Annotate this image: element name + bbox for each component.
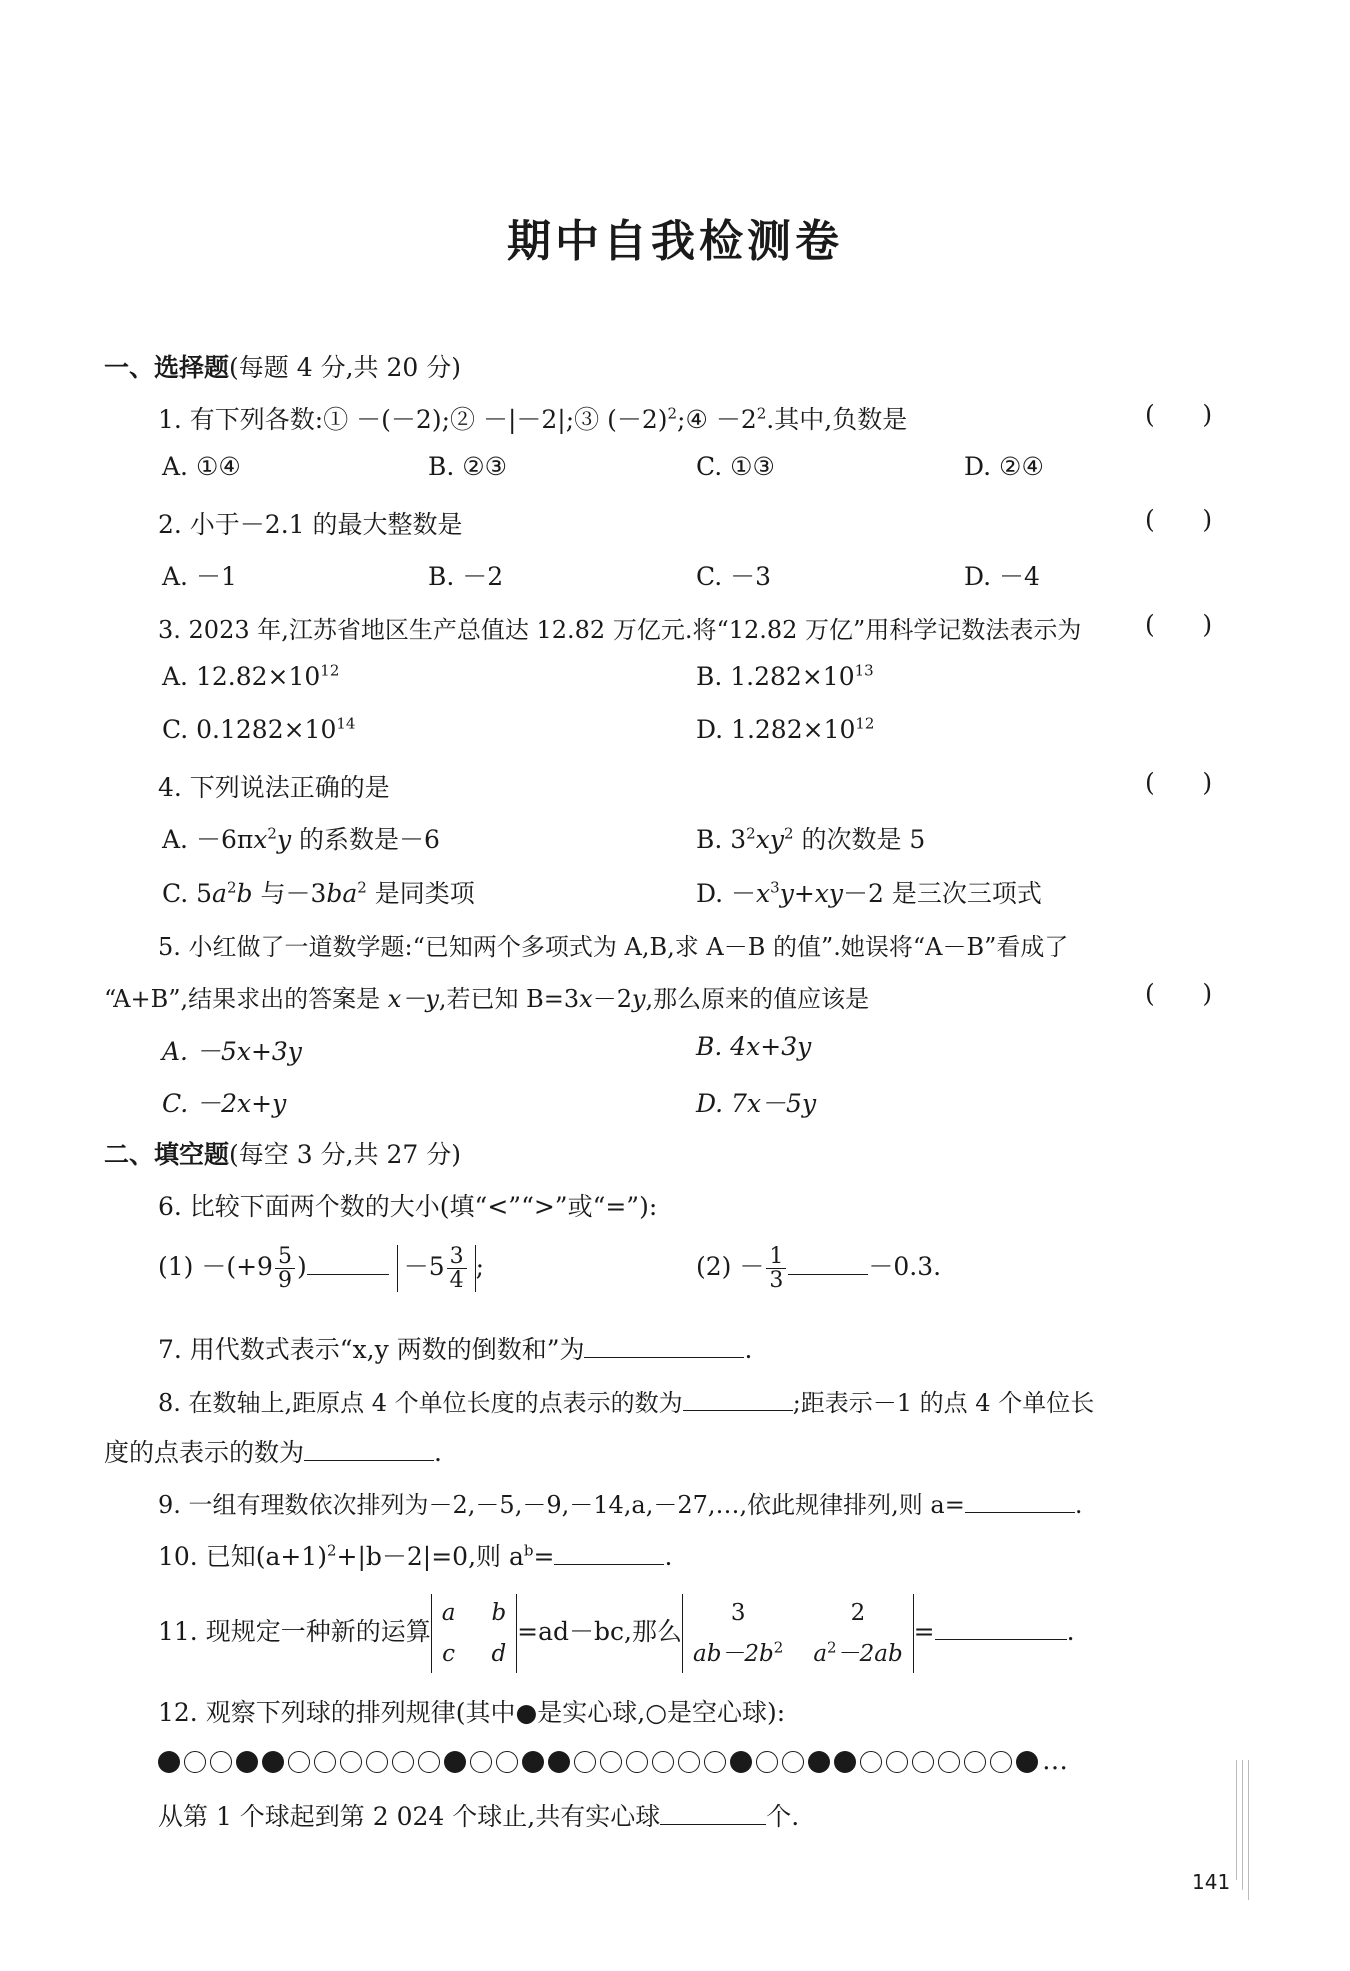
q4-d1: D. － (696, 879, 757, 908)
q4-c-sup2: 2 (357, 878, 367, 897)
q3-option-a[interactable] (162, 662, 339, 691)
q5-option-c[interactable]: C. －2x+y (162, 1089, 287, 1118)
q5-options-cd (0, 1084, 1350, 1124)
q8-blank-2[interactable] (304, 1436, 434, 1461)
q4-c3: 是同类项 (366, 879, 475, 908)
solid-ball-icon (548, 1751, 570, 1773)
answer-paren[interactable]: ( ) (1145, 505, 1213, 534)
q5-option-d[interactable]: D. 7x－5y (696, 1089, 817, 1118)
q6-frac-5-9 (275, 1245, 295, 1292)
q6-frac1-den: 9 (277, 1268, 292, 1294)
section1-title: 一、选择题 (104, 353, 230, 382)
q1-stem-c: .其中,负数是 (766, 405, 908, 434)
q4-option-b[interactable] (696, 820, 925, 856)
q4-a-sup: 2 (267, 824, 277, 843)
q4-option-c[interactable] (162, 874, 475, 910)
q6-parts (0, 1245, 1350, 1307)
q6-frac-3-4 (447, 1245, 467, 1292)
q8-stem2: 度的点表示的数为 (104, 1438, 305, 1467)
solid-ball-icon (236, 1751, 258, 1773)
q4-d-y: y (779, 879, 794, 908)
q1-stem: 1. 有下列各数:① －(－2);② －|－2|;③ (－2) (158, 405, 668, 434)
page-edge-line (1242, 1760, 1243, 1890)
solid-ball-icon (1016, 1751, 1038, 1773)
q1-sup: 2 (667, 404, 678, 423)
q6-part-1 (158, 1245, 484, 1292)
q9-blank[interactable] (965, 1488, 1075, 1513)
q5-s2c: ,若已知 B=3 (438, 985, 580, 1013)
q6-frac1-num: 5 (275, 1245, 295, 1269)
q6-p2a: (2) － (696, 1252, 765, 1282)
q8-stem1b: ;距表示－1 的点 4 个单位长 (792, 1389, 1095, 1417)
q4-c-ba: ba (326, 879, 358, 908)
q6-abs (397, 1245, 476, 1292)
q4-a3: 的系数是－6 (291, 825, 440, 854)
q6-frac3-den: 3 (769, 1268, 784, 1294)
q5-stem1: 5. 小红做了一道数学题:“已知两个多项式为 A,B,求 A－B 的值”.她误将“A－B”看成了 (158, 933, 1069, 961)
q4-c-sup1: 2 (226, 878, 237, 897)
q11-d1-d: d (491, 1640, 507, 1667)
q3-a-exp: 12 (320, 661, 340, 680)
q4-c-b: b (236, 879, 253, 908)
q4-c2: 与－3 (252, 879, 327, 908)
hollow-ball-icon (704, 1751, 726, 1773)
q4-a1: A. －6π (162, 825, 254, 854)
q11-d2-br-b: －2ab (836, 1640, 903, 1667)
hollow-ball-icon (184, 1751, 206, 1773)
q4-a-y: y (276, 825, 292, 854)
hollow-ball-icon (314, 1751, 336, 1773)
q10-a: 10. 已知(a+1) (158, 1542, 327, 1571)
q3-options-ab (0, 662, 1350, 702)
q3-a-text: A. 12.82×10 (162, 662, 321, 691)
q5-stem2 (104, 979, 869, 1014)
hollow-ball-icon (652, 1751, 674, 1773)
q7-end: . (744, 1335, 753, 1364)
ball-pattern (158, 1746, 1068, 1776)
answer-paren[interactable]: ( ) (1145, 979, 1213, 1008)
q5-option-a[interactable]: A. －5x+3y (162, 1037, 302, 1066)
hollow-ball-icon (964, 1751, 986, 1773)
q6-p2b: －0.3. (868, 1252, 942, 1282)
question-5-line2 (0, 979, 1350, 1019)
q1-options (0, 452, 1350, 492)
q8-line2 (104, 1433, 442, 1469)
q11-d2-br-sup: 2 (827, 1637, 837, 1656)
hollow-ball-icon (574, 1751, 596, 1773)
q3-options-cd (0, 715, 1350, 755)
q9-stem: 9. 一组有理数依次排列为－2,－5,－9,－14,a,－27,…,依此规律排列,则 a= (158, 1491, 965, 1519)
q4-b1: B. 3 (696, 825, 747, 854)
section-heading-1 (0, 348, 1350, 388)
q3-d-text: D. 1.282×10 (696, 715, 856, 744)
q6-blank-1[interactable] (307, 1250, 389, 1275)
q3-option-b[interactable] (696, 662, 874, 691)
hollow-ball-icon (782, 1751, 804, 1773)
q2-option-c[interactable]: C. －3 (696, 562, 772, 591)
question-10 (0, 1537, 1350, 1577)
hollow-ball-icon (600, 1751, 622, 1773)
q6-frac-1-3 (766, 1245, 786, 1292)
section2-title: 二、填空题 (104, 1140, 230, 1169)
q1-option-a[interactable]: A. ①④ (162, 452, 241, 481)
q2-stem: 2. 小于－2.1 的最大整数是 (158, 510, 463, 539)
q1-option-b[interactable]: B. ②③ (428, 452, 508, 481)
q1-sup-2: 2 (756, 404, 767, 423)
q4-d3: －2 是三次三项式 (843, 879, 1042, 908)
question-8-line1 (0, 1383, 1350, 1423)
q10-sup2: 2 (326, 1541, 337, 1560)
q4-b3: 的次数是 5 (793, 825, 926, 854)
q4-option-a[interactable] (162, 820, 440, 856)
hollow-ball-icon (886, 1751, 908, 1773)
question-1 (0, 400, 1350, 440)
solid-ball-icon (158, 1751, 180, 1773)
question-11 (0, 1592, 1350, 1672)
q12-ask (158, 1797, 799, 1833)
q2-option-a[interactable]: A. －1 (162, 562, 237, 591)
q6-part-2 (696, 1245, 941, 1292)
q4-option-d[interactable] (696, 874, 1042, 910)
question-12 (0, 1693, 1350, 1733)
hollow-ball-icon (990, 1751, 1012, 1773)
q10-blank[interactable] (554, 1540, 664, 1565)
q11-blank[interactable] (935, 1615, 1067, 1640)
q1-stem-b: ;④ －2 (677, 405, 757, 434)
q3-d-exp: 12 (855, 714, 875, 733)
solid-ball-icon (444, 1751, 466, 1773)
q4-d2: + (793, 879, 815, 908)
hollow-ball-icon (340, 1751, 362, 1773)
q1-option-c[interactable]: C. ①③ (696, 452, 775, 481)
page-edge-line (1236, 1760, 1237, 1880)
q6-stem: 6. 比较下面两个数的大小(填“<”“>”或“=”): (158, 1192, 658, 1221)
hollow-ball-icon (860, 1751, 882, 1773)
q11-d1-c: c (442, 1640, 456, 1667)
q9-line (158, 1485, 1082, 1520)
q6-p1c: ; (475, 1252, 485, 1282)
solid-ball-icon (834, 1751, 856, 1773)
hollow-ball-icon (418, 1751, 440, 1773)
q11-d1-b: b (491, 1600, 507, 1626)
q11-determinant-1 (431, 1594, 517, 1673)
hollow-ball-icon (938, 1751, 960, 1773)
q4-stem: 4. 下列说法正确的是 (158, 773, 390, 802)
q4-c1: C. 5 (162, 879, 213, 908)
question-12-ask (0, 1797, 1350, 1837)
hollow-ball-icon (496, 1751, 518, 1773)
q12-blank[interactable] (660, 1800, 766, 1825)
q3-c-text: C. 0.1282×10 (162, 715, 337, 744)
hollow-ball-icon (756, 1751, 778, 1773)
q12-stem: 12. 观察下列球的排列规律(其中●是实心球,○是空心球): (158, 1698, 786, 1727)
hollow-ball-icon (626, 1751, 648, 1773)
hollow-ball-icon (210, 1751, 232, 1773)
solid-ball-icon (522, 1751, 544, 1773)
q8-blank-1[interactable] (683, 1386, 793, 1411)
q6-p1a: (1) －(+9 (158, 1252, 273, 1282)
q8-end: . (434, 1438, 442, 1467)
page-number: 141 (1192, 1870, 1231, 1894)
q9-end: . (1074, 1491, 1083, 1519)
q5-options-ab (0, 1032, 1350, 1072)
answer-paren[interactable]: ( ) (1145, 400, 1213, 429)
q2-options (0, 557, 1350, 597)
hollow-ball-icon (912, 1751, 934, 1773)
solid-ball-icon (730, 1751, 752, 1773)
q10-b: +|b－2|=0,则 a (336, 1542, 524, 1571)
question-4 (0, 768, 1350, 808)
q11-d2-br (813, 1637, 902, 1672)
q2-option-d[interactable]: D. －4 (964, 562, 1040, 591)
question-8-line2 (0, 1433, 1350, 1473)
q6-p1b: ) (296, 1252, 307, 1282)
q6-frac3-num: 1 (766, 1245, 786, 1269)
q5-option-b[interactable]: B. 4x+3y (696, 1032, 812, 1061)
q10-c: = (533, 1542, 555, 1571)
hollow-ball-icon (366, 1751, 388, 1773)
q7-stem: 7. 用代数式表示“x,y 两数的倒数和”为 (158, 1335, 585, 1364)
q11-d2-bl-text: ab－2b (692, 1640, 774, 1667)
q11-d2-tl: 3 (730, 1600, 746, 1626)
q4-b-sup1: 2 (746, 824, 756, 843)
ball-ellipsis: … (1042, 1746, 1068, 1776)
q8-line1 (158, 1383, 1094, 1418)
hollow-ball-icon (678, 1751, 700, 1773)
question-6 (0, 1187, 1350, 1227)
q7-line (158, 1330, 752, 1366)
q12-ask-b: 个. (766, 1802, 800, 1831)
q4-d-sup3: 3 (770, 878, 780, 897)
ball-sequence (158, 1746, 1042, 1776)
q6-blank-2[interactable] (788, 1250, 868, 1275)
q2-option-b[interactable]: B. －2 (428, 562, 504, 591)
q3-stem: 3. 2023 年,江苏省地区生产总值达 12.82 万亿元.将“12.82 万亿”用科学记数法表示为 (158, 616, 1082, 644)
q10-line (158, 1537, 672, 1573)
q7-blank[interactable] (584, 1333, 744, 1358)
q12-ask-a: 从第 1 个球起到第 2 024 个球止,共有实心球 (158, 1802, 661, 1831)
q4-b-sup2: 2 (783, 824, 794, 843)
section1-note: (每题 4 分,共 20 分) (229, 353, 461, 382)
q6-abs-a: －5 (403, 1252, 445, 1282)
q11-determinant-2 (682, 1594, 914, 1673)
q11-end: . (1066, 1617, 1075, 1646)
question-9 (0, 1485, 1350, 1525)
solid-ball-icon (262, 1751, 284, 1773)
q3-b-text: B. 1.282×10 (696, 662, 855, 691)
q3-option-c[interactable] (162, 715, 355, 744)
hollow-ball-icon (392, 1751, 414, 1773)
q8-stem1: 8. 在数轴上,距原点 4 个单位长度的点表示的数为 (158, 1389, 683, 1417)
q4-c-a: a (212, 879, 227, 908)
q5-s2d: x (579, 985, 593, 1013)
q3-option-d[interactable] (696, 715, 874, 744)
question-3 (0, 610, 1350, 650)
question-7 (0, 1330, 1350, 1370)
q11-d2-bl-sup: 2 (773, 1637, 784, 1656)
q11-d2-bl (693, 1637, 783, 1672)
section2-note: (每空 3 分,共 27 分) (229, 1140, 461, 1169)
hollow-ball-icon (470, 1751, 492, 1773)
q11-b: =ad－bc,那么 (517, 1617, 682, 1646)
q11-d2-tr: 2 (850, 1600, 866, 1626)
question-2 (0, 505, 1350, 545)
answer-paren[interactable]: ( ) (1145, 768, 1213, 797)
q11-c: = (913, 1617, 935, 1646)
q11-line (158, 1592, 1075, 1673)
q1-option-d[interactable]: D. ②④ (964, 452, 1044, 481)
q6-frac2-den: 4 (449, 1268, 464, 1294)
page-edge-line (1248, 1760, 1249, 1900)
q4-options-ab (0, 820, 1350, 860)
q4-options-cd (0, 874, 1350, 914)
question-5-line1 (0, 927, 1350, 967)
answer-paren[interactable]: ( ) (1145, 610, 1213, 639)
q4-b-xy: xy (755, 825, 784, 854)
hollow-ball-icon (288, 1751, 310, 1773)
q11-a: 11. 现规定一种新的运算 (158, 1617, 431, 1646)
q3-c-exp: 14 (336, 714, 356, 733)
q11-d1-a: a (441, 1600, 456, 1626)
q5-s2g: ,那么原来的值应该是 (645, 985, 870, 1013)
q11-d2-br-a: a (813, 1640, 828, 1667)
q5-s2e: －2 (592, 985, 632, 1013)
q10-supb: b (523, 1541, 534, 1560)
q5-s2f: y (631, 985, 646, 1013)
q10-end: . (664, 1542, 673, 1571)
q4-d-xy: xy (814, 879, 844, 908)
q3-b-exp: 13 (854, 661, 874, 680)
section-heading-2 (0, 1135, 1350, 1175)
solid-ball-icon (808, 1751, 830, 1773)
q4-d-x: x (756, 879, 771, 908)
q5-s2b: x－y (387, 985, 439, 1013)
q5-s2a: “A+B”,结果求出的答案是 (104, 985, 388, 1013)
q6-frac2-num: 3 (447, 1245, 467, 1269)
page-title: 期中自我检测卷 (507, 216, 843, 267)
q4-a-x: x (253, 825, 268, 854)
